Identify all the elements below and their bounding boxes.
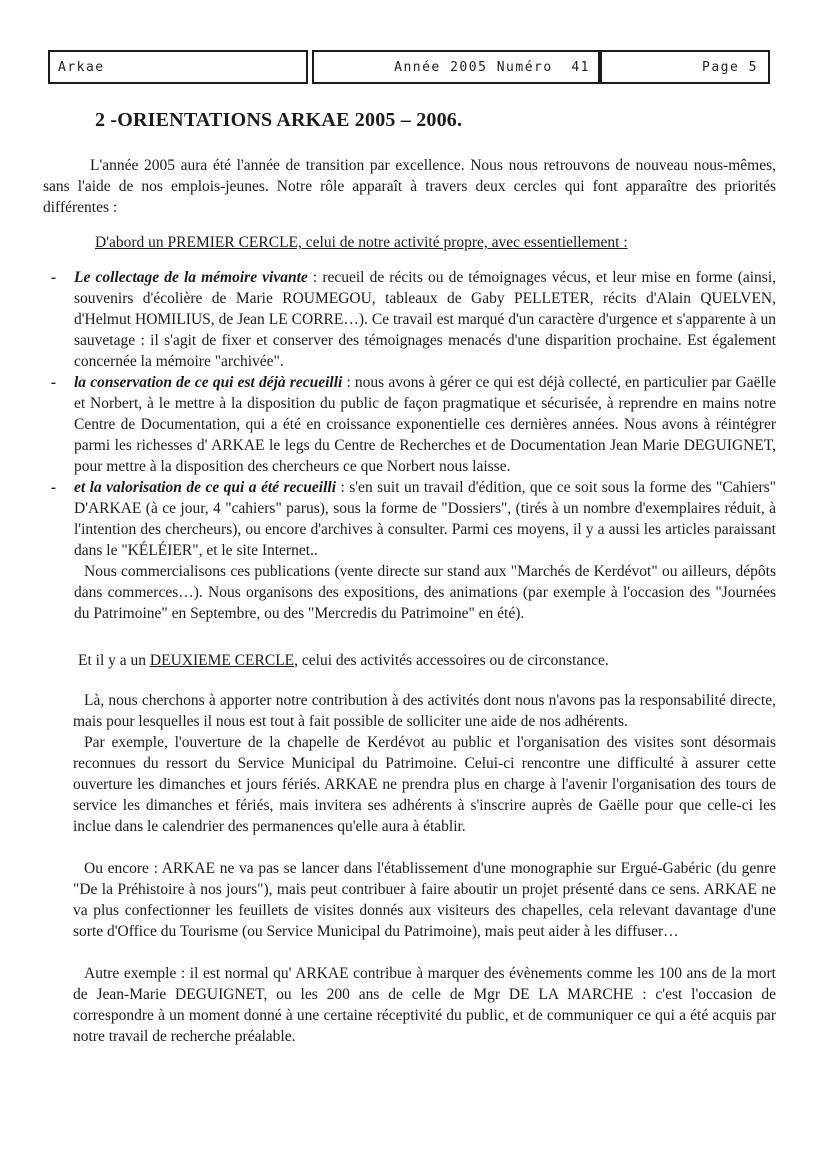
bullet-text: : recueil de récits ou de témoignages vécus, et leur mise en forme (ainsi, souvenirs d'écolière de Marie ROUMEGOU, tableaux de Gaby PELLETER, récits d'Alain QUELVEN, d'Helmut HOMILIUS, de Jean LE CORRE…). Ce travail est marqué d'un caractère d'urgence et s'apparente à un sauvetage : il s'agit de fixer et conserver des témoignages menacés d'une disparition prochaine. Est également concernée la mémoire "archivée". bbox=[74, 269, 777, 370]
bullet-continuation-paragraph: Nous commercialisons ces publications (vente directe sur stand aux "Marchés de Kerdévot" ou ailleurs, dépôts dans commerces…). Nous organisons des expositions, des animations (par exemple à l'occasion des "Journées du Patrimoine" en Septembre, ou des "Mercredis du Patrimoine" en été). bbox=[74, 563, 776, 622]
first-circle-heading: D'abord un PREMIER CERCLE, celui de notre activité propre, avec essentiellement : bbox=[95, 234, 628, 251]
document-body bbox=[43, 104, 776, 1047]
body-paragraph-contribution: Là, nous cherchons à apporter notre contribution à des activités dont nous n'avons pas la responsabilité directe, mais pour lesquelles il nous est tout à fait possible de solliciter une aide de nos adhérents. bbox=[73, 692, 776, 730]
header-cell-journal-name bbox=[48, 50, 308, 84]
second-circle-line bbox=[73, 650, 776, 671]
bullet-item-conservation bbox=[43, 372, 776, 477]
bullet-text: : nous avons à gérer ce qui est déjà collecté, en particulier par Gaëlle et Norbert, à le mettre à la disposition du public de façon pragmatique et sécurisée, à reprendre en mains notre Centre de Documentation, qui a été en croissance exponentielle ces dernières années. Nous avons à réintégrer parmi les richesses d' ARKAE le legs du Centre de Recherches et de Documentation Jean Marie DEGUIGNET, pour mettre à la disposition des chercheurs ce que Norbert nous laisse. bbox=[74, 374, 776, 475]
bullet-dash-marker: - bbox=[51, 479, 57, 496]
second-circle-section bbox=[73, 650, 776, 1047]
page-title: 2 -ORIENTATIONS ARKAE 2005 – 2006. bbox=[95, 109, 463, 131]
bullet-lead: et la valorisation de ce qui a été recueilli bbox=[74, 479, 337, 496]
second-circle-underlined: DEUXIEME CERCLE bbox=[149, 652, 295, 669]
body-paragraph-kerdevot: Par exemple, l'ouverture de la chapelle de Kerdévot au public et l'organisation des visites sont désormais reconnues du ressort du Service Municipal du Patrimoine. Celui-ci rencontre une difficulté à assurer cette ouverture les dimanches et jours fériés. ARKAE ne prendra plus en charge à l'avenir l'organisation des tours de service les dimanches et fériés, mais invitera ses adhérents à s'inscrire auprès de Gaëlle pour que celle-ci les inclue dans le calendrier des permanences qu'elle aura à établir. bbox=[73, 734, 776, 835]
body-paragraph-evenements: Autre exemple : il est normal qu' ARKAE contribue à marquer des évènements comme les 100 ans de la mort de Jean-Marie DEGUIGNET, ou les 200 ans de celle de Mgr DE LA MARCHE : c'est l'occasion de correspondre à un moment donné à une certaine réceptivité du public, et de communiquer ce qui a été acquis par notre travail de recherche préalable. bbox=[73, 965, 776, 1045]
bullet-lead: la conservation de ce qui est déjà recueilli bbox=[74, 374, 343, 391]
second-circle-prefix: Et il y a un bbox=[78, 652, 150, 669]
bullet-item-valorisation bbox=[43, 477, 776, 624]
bullet-dash-marker: - bbox=[51, 374, 57, 391]
header-cell-page-number bbox=[600, 50, 770, 84]
header-cell-issue bbox=[312, 50, 600, 84]
body-paragraph-monographie: Ou encore : ARKAE ne va pas se lancer dans l'établissement d'une monographie sur Ergué-Gabéric (du genre "De la Préhistoire à nos jours"), mais peut contribuer à faire aboutir un projet présenté dans ce sens. ARKAE ne va plus confectionner les feuillets de visites donnés aux visiteurs des chapelles, cela relevant davantage d'une sorte d'Office du Tourisme (ou Service Municipal du Patrimoine), mais peut aider à les diffuser… bbox=[73, 860, 776, 940]
page-number: Page 5 bbox=[702, 59, 758, 75]
bullet-dash-marker: - bbox=[51, 269, 57, 286]
second-circle-suffix: , celui des activités accessoires ou de circonstance. bbox=[294, 652, 609, 669]
bullet-text: : s'en suit un travail d'édition, que ce soit sous la forme des "Cahiers" D'ARKAE (à ce jour, 4 "cahiers" parus), sous la forme de "Dossiers", (tirés à un nombre d'exemplaires réduit, à l'intention des chercheurs), ou encore d'archives à consulter. Parmi ces moyens, il y a aussi les articles paraissant dans le "KÉLÉIER", et le site Internet.. bbox=[74, 479, 776, 559]
page-header-table bbox=[48, 50, 770, 84]
issue-label: Année 2005 Numéro 41 bbox=[394, 59, 590, 75]
bullet-lead: Le collectage de la mémoire vivante bbox=[74, 269, 308, 286]
bullet-item-collectage bbox=[43, 267, 776, 372]
intro-paragraph: L'année 2005 aura été l'année de transition par excellence. Nous nous retrouvons de nouveau nous-mêmes, sans l'aide de nos emplois-jeunes. Notre rôle apparaît à travers deux cercles qui font apparaître des priorités différentes : bbox=[43, 157, 776, 216]
bullet-list bbox=[43, 267, 776, 624]
journal-name: Arkae bbox=[58, 59, 105, 75]
